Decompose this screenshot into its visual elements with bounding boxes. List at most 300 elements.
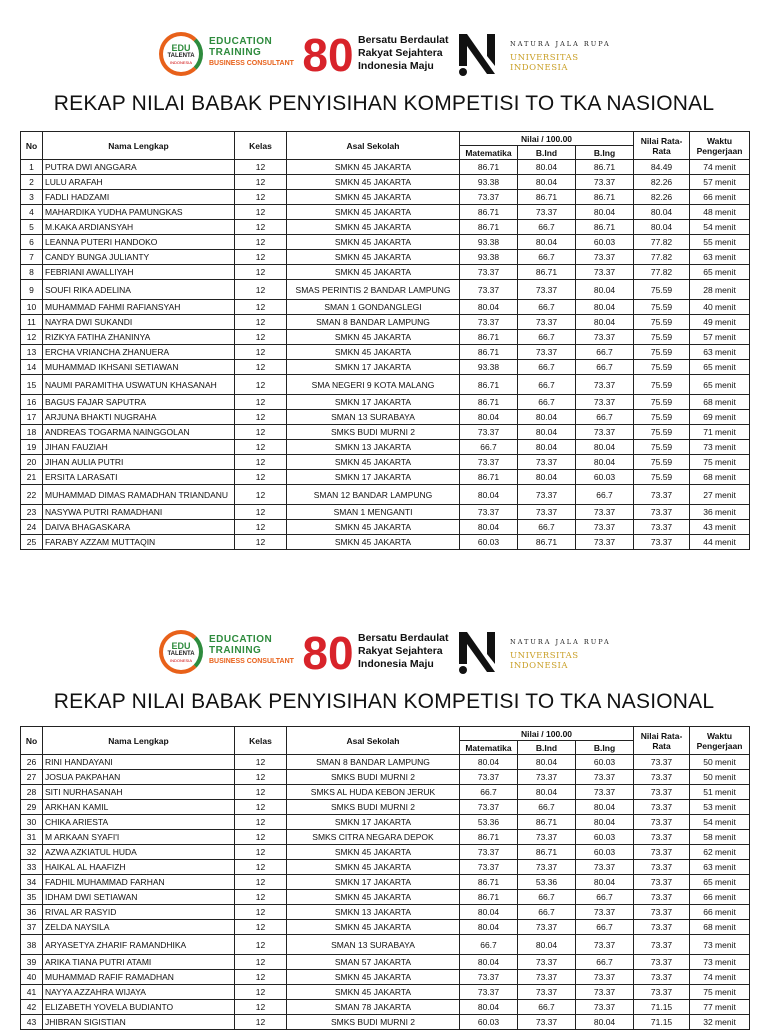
cell-bind: 66.7: [518, 520, 576, 535]
cell-nama: FADHIL MUHAMMAD FARHAN: [43, 875, 235, 890]
cell-waktu: 28 menit: [690, 280, 750, 300]
cell-bind: 73.37: [518, 830, 576, 845]
cell-bing: 80.04: [576, 815, 634, 830]
cell-waktu: 75 menit: [690, 455, 750, 470]
cell-nama: SITI NURHASANAH: [43, 785, 235, 800]
cell-bind: 73.37: [518, 345, 576, 360]
page-title: REKAP NILAI BABAK PENYISIHAN KOMPETISI TO TKA NASIONAL: [53, 690, 715, 713]
cell-rata: 73.37: [634, 800, 690, 815]
cell-waktu: 71 menit: [690, 425, 750, 440]
header-bing: B.Ing: [576, 741, 634, 755]
natura-logo-icon: [455, 30, 499, 78]
cell-bind: 86.71: [518, 845, 576, 860]
cell-kelas: 12: [235, 235, 287, 250]
cell-sekolah: SMKS BUDI MURNI 2: [287, 770, 460, 785]
cell-sekolah: SMKN 45 JAKARTA: [287, 235, 460, 250]
cell-waktu: 77 menit: [690, 1000, 750, 1015]
cell-sekolah: SMKS AL HUDA KEBON JERUK: [287, 785, 460, 800]
cell-kelas: 12: [235, 360, 287, 375]
cell-sekolah: SMKN 45 JAKARTA: [287, 845, 460, 860]
cell-sekolah: SMKN 45 JAKARTA: [287, 985, 460, 1000]
cell-matematika: 93.38: [460, 250, 518, 265]
cell-bind: 66.7: [518, 1000, 576, 1015]
cell-waktu: 36 menit: [690, 505, 750, 520]
cell-waktu: 57 menit: [690, 330, 750, 345]
cell-bing: 86.71: [576, 190, 634, 205]
cell-bing: 66.7: [576, 410, 634, 425]
cell-matematika: 66.7: [460, 785, 518, 800]
table-row: [21, 845, 750, 860]
cell-sekolah: SMAN 1 GONDANGLEGI: [287, 300, 460, 315]
cell-nama: RIZKYA FATIHA ZHANINYA: [43, 330, 235, 345]
cell-sekolah: SMKN 45 JAKARTA: [287, 175, 460, 190]
anniversary-80-logo: [300, 30, 356, 78]
table-row: [21, 280, 750, 300]
cell-nama: MAHARDIKA YUDHA PAMUNGKAS: [43, 205, 235, 220]
cell-rata: 77.82: [634, 250, 690, 265]
cell-waktu: 65 menit: [690, 360, 750, 375]
header-no: No: [21, 132, 43, 160]
edu-text-line2: TRAINING: [209, 47, 262, 58]
cell-nama: NASYWA PUTRI RAMADHANI: [43, 505, 235, 520]
cell-bind: 86.71: [518, 190, 576, 205]
edu-text-line3: BUSINESS CONSULTANT: [209, 60, 294, 67]
cell-no: 4: [21, 205, 43, 220]
cell-rata: 75.59: [634, 345, 690, 360]
cell-kelas: 12: [235, 755, 287, 770]
cell-matematika: 86.71: [460, 220, 518, 235]
header-waktu: [690, 727, 750, 755]
cell-waktu: 63 menit: [690, 250, 750, 265]
cell-bind: 73.37: [518, 770, 576, 785]
cell-bind: 73.37: [518, 920, 576, 935]
cell-no: 3: [21, 190, 43, 205]
cell-bind: 66.7: [518, 890, 576, 905]
header-mat: Matematika: [460, 741, 518, 755]
cell-waktu: 57 menit: [690, 175, 750, 190]
table-row: [21, 770, 750, 785]
cell-nama: AZWA AZKIATUL HUDA: [43, 845, 235, 860]
cell-rata: 75.59: [634, 280, 690, 300]
cell-rata: 75.59: [634, 375, 690, 395]
table-body: [21, 755, 750, 1030]
cell-no: 5: [21, 220, 43, 235]
table-row: [21, 300, 750, 315]
cell-nama: CHIKA ARIESTA: [43, 815, 235, 830]
cell-waktu: 69 menit: [690, 410, 750, 425]
cell-rata: 77.82: [634, 235, 690, 250]
bersatu-line2: Rakyat Sejahtera: [358, 47, 443, 59]
cell-sekolah: SMAN 1 MENGANTI: [287, 505, 460, 520]
cell-no: 28: [21, 785, 43, 800]
cell-matematika: 73.37: [460, 265, 518, 280]
cell-waktu: 63 menit: [690, 860, 750, 875]
table-row: [21, 920, 750, 935]
cell-waktu: 65 menit: [690, 375, 750, 395]
cell-rata: 75.59: [634, 470, 690, 485]
cell-rata: 75.59: [634, 410, 690, 425]
cell-nama: ELIZABETH YOVELA BUDIANTO: [43, 1000, 235, 1015]
cell-bing: 80.04: [576, 300, 634, 315]
cell-bing: 73.37: [576, 1000, 634, 1015]
cell-bind: 66.7: [518, 250, 576, 265]
cell-nama: MUHAMMAD DIMAS RAMADHAN TRIANDANU: [43, 485, 235, 505]
cell-kelas: 12: [235, 1015, 287, 1030]
cell-bind: 80.04: [518, 440, 576, 455]
header-kelas: Kelas: [235, 132, 287, 160]
cell-matematika: 80.04: [460, 520, 518, 535]
cell-matematika: 73.37: [460, 770, 518, 785]
cell-no: 41: [21, 985, 43, 1000]
cell-bind: 80.04: [518, 755, 576, 770]
table-row: [21, 205, 750, 220]
cell-waktu: 63 menit: [690, 345, 750, 360]
header-rata-2: Rata: [652, 145, 671, 156]
univ-line: UNIVERSITAS INDONESIA: [510, 53, 579, 73]
cell-kelas: 12: [235, 970, 287, 985]
cell-waktu: 51 menit: [690, 785, 750, 800]
cell-kelas: 12: [235, 785, 287, 800]
cell-bing: 73.37: [576, 770, 634, 785]
cell-waktu: 49 menit: [690, 315, 750, 330]
header-logos: [155, 30, 635, 80]
table-row: [21, 970, 750, 985]
cell-nama: CANDY BUNGA JULIANTY: [43, 250, 235, 265]
cell-bing: 73.37: [576, 535, 634, 550]
cell-bind: 66.7: [518, 905, 576, 920]
cell-rata: 73.37: [634, 520, 690, 535]
table-row: [21, 440, 750, 455]
cell-sekolah: SMKN 13 JAKARTA: [287, 440, 460, 455]
cell-kelas: 12: [235, 875, 287, 890]
cell-bing: 73.37: [576, 520, 634, 535]
cell-bind: 80.04: [518, 470, 576, 485]
cell-bind: 73.37: [518, 315, 576, 330]
cell-sekolah: SMKN 45 JAKARTA: [287, 345, 460, 360]
cell-matematika: 86.71: [460, 470, 518, 485]
cell-waktu: 50 menit: [690, 755, 750, 770]
cell-sekolah: SMKN 17 JAKARTA: [287, 360, 460, 375]
cell-rata: 73.37: [634, 535, 690, 550]
cell-bing: 73.37: [576, 985, 634, 1000]
cell-matematika: 73.37: [460, 190, 518, 205]
table-row: [21, 395, 750, 410]
cell-kelas: 12: [235, 470, 287, 485]
cell-bing: 73.37: [576, 970, 634, 985]
eighty-text: 80: [302, 628, 354, 676]
header-waktu-1: Waktu: [706, 135, 733, 146]
cell-bing: 60.03: [576, 470, 634, 485]
table-row: [21, 520, 750, 535]
cell-nama: ARIKA TIANA PUTRI ATAMI: [43, 955, 235, 970]
cell-nama: FARABY AZZAM MUTTAQIN: [43, 535, 235, 550]
table-row: [21, 955, 750, 970]
cell-kelas: 12: [235, 860, 287, 875]
table-row: [21, 505, 750, 520]
cell-nama: ARKHAN KAMIL: [43, 800, 235, 815]
cell-kelas: 12: [235, 315, 287, 330]
cell-sekolah: SMKS BUDI MURNI 2: [287, 800, 460, 815]
cell-bind: 66.7: [518, 330, 576, 345]
cell-no: 40: [21, 970, 43, 985]
cell-sekolah: SMKS CITRA NEGARA DEPOK: [287, 830, 460, 845]
cell-waktu: 62 menit: [690, 845, 750, 860]
natura-logo-icon: [455, 628, 499, 676]
header-nama: Nama Lengkap: [43, 132, 235, 160]
cell-no: 30: [21, 815, 43, 830]
cell-no: 39: [21, 955, 43, 970]
bersatu-line1: Bersatu Berdaulat: [358, 632, 449, 644]
cell-bing: 73.37: [576, 330, 634, 345]
header-mat: Matematika: [460, 146, 518, 160]
cell-matematika: 73.37: [460, 985, 518, 1000]
header-bind: B.Ind: [518, 741, 576, 755]
cell-no: 37: [21, 920, 43, 935]
score-table: [20, 726, 750, 1030]
cell-nama: BAGUS FAJAR SAPUTRA: [43, 395, 235, 410]
cell-waktu: 73 menit: [690, 440, 750, 455]
cell-matematika: 73.37: [460, 505, 518, 520]
cell-no: 31: [21, 830, 43, 845]
cell-no: 19: [21, 440, 43, 455]
cell-nama: HAIKAL AL HAAFIZH: [43, 860, 235, 875]
cell-kelas: 12: [235, 410, 287, 425]
cell-matematika: 93.38: [460, 360, 518, 375]
cell-nama: ARYASETYA ZHARIF RAMANDHIKA: [43, 935, 235, 955]
cell-rata: 75.59: [634, 315, 690, 330]
edu-text-line2: TRAINING: [209, 645, 262, 656]
cell-waktu: 74 menit: [690, 970, 750, 985]
cell-rata: 73.37: [634, 505, 690, 520]
edu-logo-tiny: INDONESIA: [169, 59, 192, 65]
cell-rata: 75.59: [634, 425, 690, 440]
cell-no: 42: [21, 1000, 43, 1015]
cell-rata: 73.37: [634, 875, 690, 890]
cell-bing: 66.7: [576, 485, 634, 505]
cell-no: 27: [21, 770, 43, 785]
cell-no: 23: [21, 505, 43, 520]
table-row: [21, 860, 750, 875]
cell-no: 35: [21, 890, 43, 905]
cell-bind: 73.37: [518, 1015, 576, 1030]
cell-rata: 77.82: [634, 265, 690, 280]
cell-waktu: 66 menit: [690, 190, 750, 205]
cell-kelas: 12: [235, 395, 287, 410]
cell-kelas: 12: [235, 520, 287, 535]
cell-matematika: 86.71: [460, 890, 518, 905]
cell-sekolah: SMKN 45 JAKARTA: [287, 920, 460, 935]
cell-kelas: 12: [235, 455, 287, 470]
cell-bind: 66.7: [518, 800, 576, 815]
cell-kelas: 12: [235, 830, 287, 845]
header-rata-1: Nilai Rata-: [640, 730, 683, 741]
cell-kelas: 12: [235, 300, 287, 315]
cell-kelas: 12: [235, 190, 287, 205]
cell-matematika: 80.04: [460, 300, 518, 315]
cell-sekolah: SMKN 45 JAKARTA: [287, 970, 460, 985]
cell-bind: 80.04: [518, 160, 576, 175]
bersatu-line3: Indonesia Maju: [358, 658, 434, 670]
cell-bind: 73.37: [518, 205, 576, 220]
table-row: [21, 1000, 750, 1015]
cell-waktu: 53 menit: [690, 800, 750, 815]
cell-sekolah: SMKN 45 JAKARTA: [287, 520, 460, 535]
cell-bind: 53.36: [518, 875, 576, 890]
cell-matematika: 73.37: [460, 845, 518, 860]
table-row: [21, 360, 750, 375]
cell-matematika: 53.36: [460, 815, 518, 830]
table-row: [21, 235, 750, 250]
table-row: [21, 905, 750, 920]
cell-no: 11: [21, 315, 43, 330]
cell-waktu: 66 menit: [690, 890, 750, 905]
cell-matematika: 73.37: [460, 280, 518, 300]
cell-kelas: 12: [235, 375, 287, 395]
cell-bind: 80.04: [518, 785, 576, 800]
cell-kelas: 12: [235, 905, 287, 920]
cell-bing: 80.04: [576, 440, 634, 455]
bersatu-line3: Indonesia Maju: [358, 60, 434, 72]
cell-kelas: 12: [235, 800, 287, 815]
cell-nama: LEANNA PUTERI HANDOKO: [43, 235, 235, 250]
cell-no: 7: [21, 250, 43, 265]
cell-matematika: 80.04: [460, 905, 518, 920]
cell-bing: 73.37: [576, 375, 634, 395]
header-bind: B.Ind: [518, 146, 576, 160]
cell-nama: DAIVA BHAGASKARA: [43, 520, 235, 535]
cell-matematika: 93.38: [460, 175, 518, 190]
cell-kelas: 12: [235, 330, 287, 345]
cell-no: 43: [21, 1015, 43, 1030]
cell-matematika: 80.04: [460, 920, 518, 935]
cell-rata: 75.59: [634, 360, 690, 375]
edu-text: [209, 36, 294, 69]
natura-text: [510, 40, 635, 73]
cell-matematika: 86.71: [460, 345, 518, 360]
cell-kelas: 12: [235, 345, 287, 360]
edu-text-line1: EDUCATION: [209, 634, 273, 645]
cell-kelas: 12: [235, 845, 287, 860]
cell-bind: 66.7: [518, 375, 576, 395]
edu-text-line3: BUSINESS CONSULTANT: [209, 658, 294, 665]
cell-no: 14: [21, 360, 43, 375]
cell-bing: 73.37: [576, 860, 634, 875]
table-row: [21, 375, 750, 395]
natura-text: [510, 638, 635, 671]
cell-nama: JIHAN FAUZIAH: [43, 440, 235, 455]
cell-bing: 86.71: [576, 220, 634, 235]
cell-bind: 73.37: [518, 505, 576, 520]
table-row: [21, 425, 750, 440]
cell-waktu: 66 menit: [690, 905, 750, 920]
cell-sekolah: SMKN 45 JAKARTA: [287, 890, 460, 905]
cell-sekolah: SMKN 45 JAKARTA: [287, 250, 460, 265]
cell-sekolah: SMKN 17 JAKARTA: [287, 395, 460, 410]
cell-no: 22: [21, 485, 43, 505]
cell-kelas: 12: [235, 955, 287, 970]
cell-kelas: 12: [235, 175, 287, 190]
cell-rata: 84.49: [634, 160, 690, 175]
cell-matematika: 73.37: [460, 800, 518, 815]
cell-no: 21: [21, 470, 43, 485]
score-table: [20, 131, 750, 550]
table-row: [21, 1015, 750, 1030]
cell-waktu: 32 menit: [690, 1015, 750, 1030]
cell-matematika: 86.71: [460, 330, 518, 345]
header-waktu: [690, 132, 750, 160]
cell-no: 12: [21, 330, 43, 345]
cell-sekolah: SMKS BUDI MURNI 2: [287, 425, 460, 440]
cell-kelas: 12: [235, 770, 287, 785]
cell-bing: 60.03: [576, 755, 634, 770]
cell-bing: 80.04: [576, 315, 634, 330]
cell-no: 8: [21, 265, 43, 280]
cell-no: 10: [21, 300, 43, 315]
table-row: [21, 265, 750, 280]
cell-bind: 73.37: [518, 955, 576, 970]
cell-nama: JHIBRAN SIGISTIAN: [43, 1015, 235, 1030]
table-row: [21, 890, 750, 905]
cell-rata: 82.26: [634, 175, 690, 190]
cell-waktu: 65 menit: [690, 265, 750, 280]
cell-rata: 73.37: [634, 830, 690, 845]
cell-waktu: 65 menit: [690, 875, 750, 890]
header-kelas: Kelas: [235, 727, 287, 755]
cell-bing: 73.37: [576, 425, 634, 440]
cell-sekolah: SMAN 12 BANDAR LAMPUNG: [287, 485, 460, 505]
cell-no: 33: [21, 860, 43, 875]
cell-rata: 73.37: [634, 985, 690, 1000]
cell-nama: MUHAMMAD FAHMI RAFIANSYAH: [43, 300, 235, 315]
cell-kelas: 12: [235, 815, 287, 830]
table-row: [21, 815, 750, 830]
cell-rata: 75.59: [634, 300, 690, 315]
cell-rata: 73.37: [634, 815, 690, 830]
cell-bing: 80.04: [576, 875, 634, 890]
cell-bind: 66.7: [518, 360, 576, 375]
cell-bing: 80.04: [576, 205, 634, 220]
cell-rata: 71.15: [634, 1000, 690, 1015]
cell-matematika: 80.04: [460, 955, 518, 970]
table-row: [21, 160, 750, 175]
cell-no: 32: [21, 845, 43, 860]
cell-sekolah: SMKN 45 JAKARTA: [287, 220, 460, 235]
cell-no: 25: [21, 535, 43, 550]
cell-nama: JIHAN AULIA PUTRI: [43, 455, 235, 470]
anniversary-80-logo: [300, 628, 356, 676]
cell-sekolah: SMKS BUDI MURNI 2: [287, 1015, 460, 1030]
cell-kelas: 12: [235, 920, 287, 935]
cell-kelas: 12: [235, 220, 287, 235]
table-row: [21, 800, 750, 815]
cell-kelas: 12: [235, 890, 287, 905]
cell-no: 26: [21, 755, 43, 770]
cell-bind: 80.04: [518, 935, 576, 955]
cell-kelas: 12: [235, 250, 287, 265]
cell-rata: 80.04: [634, 205, 690, 220]
cell-nama: RINI HANDAYANI: [43, 755, 235, 770]
cell-rata: 73.37: [634, 920, 690, 935]
cell-nama: FADLI HADZAMI: [43, 190, 235, 205]
cell-matematika: 86.71: [460, 205, 518, 220]
cell-bing: 86.71: [576, 160, 634, 175]
cell-nama: MUHAMMAD IKHSANI SETIAWAN: [43, 360, 235, 375]
cell-bind: 73.37: [518, 860, 576, 875]
cell-sekolah: SMKN 17 JAKARTA: [287, 815, 460, 830]
cell-rata: 75.59: [634, 455, 690, 470]
cell-rata: 73.37: [634, 890, 690, 905]
cell-waktu: 54 menit: [690, 220, 750, 235]
